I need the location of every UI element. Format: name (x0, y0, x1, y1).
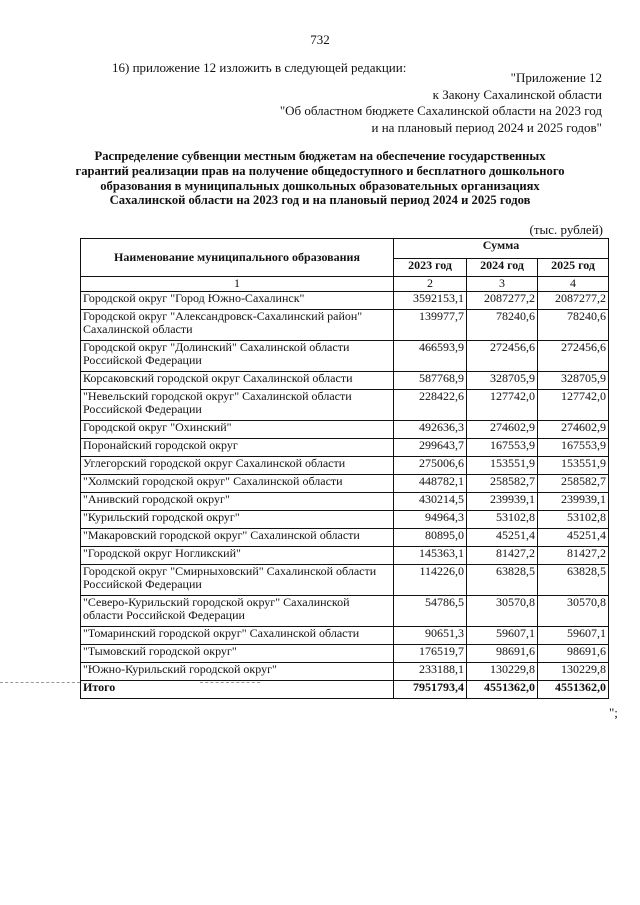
value-2024: 81427,2 (467, 547, 538, 565)
value-2023: 90651,3 (394, 627, 467, 645)
value-2025: 98691,6 (538, 645, 609, 663)
column-index: 1 (81, 277, 394, 292)
value-2023: 299643,7 (394, 439, 467, 457)
municipality-name: Городской округ "Город Южно-Сахалинск" (81, 292, 394, 310)
table-row (81, 645, 609, 663)
scan-artifact-line (0, 682, 80, 683)
value-2024: 59607,1 (467, 627, 538, 645)
value-2023: 587768,9 (394, 372, 467, 390)
value-2024: 258582,7 (467, 475, 538, 493)
value-2025: 2087277,2 (538, 292, 609, 310)
value-2024: 130229,8 (467, 663, 538, 681)
value-2025: 30570,8 (538, 596, 609, 627)
total-2023: 7951793,4 (394, 681, 467, 699)
value-2025: 272456,6 (538, 341, 609, 372)
table-row (81, 663, 609, 681)
municipality-name: Поронайский городской округ (81, 439, 394, 457)
column-index: 3 (467, 277, 538, 292)
title-line: образования в муниципальных дошкольных образовательных организациях (100, 178, 540, 193)
closing-quote: "; (609, 705, 618, 720)
value-2023: 228422,6 (394, 390, 467, 421)
municipality-name: "Городской округ Ногликский" (81, 547, 394, 565)
value-2023: 139977,7 (394, 310, 467, 341)
appendix-line: и на плановый период 2024 и 2025 годов" (371, 119, 602, 135)
value-2024: 239939,1 (467, 493, 538, 511)
municipality-name: Городской округ "Смирныховский" Сахалинской области Российской Федерации (81, 565, 394, 596)
subsidy-table (80, 238, 609, 699)
table-row (81, 596, 609, 627)
municipality-name: "Невельский городской округ" Сахалинской области Российской Федерации (81, 390, 394, 421)
total-2025: 4551362,0 (538, 681, 609, 699)
value-2025: 59607,1 (538, 627, 609, 645)
table-row (81, 457, 609, 475)
title-line: Сахалинской области на 2023 год и на плановый период 2024 и 2025 годов (109, 193, 531, 208)
header-year: 2024 год (467, 259, 538, 277)
municipality-name: "Южно-Курильский городской округ" (81, 663, 394, 681)
value-2024: 272456,6 (467, 341, 538, 372)
appendix-line: "Об областном бюджете Сахалинской области на 2023 год (279, 103, 602, 118)
table-row (81, 565, 609, 596)
municipality-name: "Холмский городской округ" Сахалинской области (81, 475, 394, 493)
municipality-name: Городской округ "Долинский" Сахалинской области Российской Федерации (81, 341, 394, 372)
value-2023: 466593,9 (394, 341, 467, 372)
header-name: Наименование муниципального образования (81, 239, 394, 277)
value-2025: 274602,9 (538, 421, 609, 439)
municipality-name: "Томаринский городской округ" Сахалинской области (81, 627, 394, 645)
appendix-reference (280, 70, 602, 136)
appendix-line: к Закону Сахалинской области (432, 86, 602, 102)
value-2025: 53102,8 (538, 511, 609, 529)
value-2025: 258582,7 (538, 475, 609, 493)
unit-label: (тыс. рублей) (529, 222, 603, 237)
value-2023: 430214,5 (394, 493, 467, 511)
header-year: 2023 год (394, 259, 467, 277)
value-2025: 81427,2 (538, 547, 609, 565)
value-2023: 54786,5 (394, 596, 467, 627)
table-row (81, 439, 609, 457)
value-2023: 492636,3 (394, 421, 467, 439)
header-sum: Сумма (394, 239, 609, 259)
value-2025: 78240,6 (538, 310, 609, 341)
appendix-line: "Приложение 12 (510, 70, 602, 85)
title-line: Распределение субвенции местным бюджетам на обеспечение государственных (94, 149, 546, 163)
value-2023: 233188,1 (394, 663, 467, 681)
value-2024: 53102,8 (467, 511, 538, 529)
municipality-name: Городской округ "Александровск-Сахалинский район" Сахалинской области (81, 310, 394, 341)
intro-text: 16) приложение 12 изложить в следующей редакции: (112, 60, 407, 75)
value-2024: 45251,4 (467, 529, 538, 547)
column-index: 4 (538, 277, 609, 292)
value-2023: 114226,0 (394, 565, 467, 596)
value-2024: 274602,9 (467, 421, 538, 439)
value-2025: 167553,9 (538, 439, 609, 457)
value-2025: 239939,1 (538, 493, 609, 511)
municipality-name: "Курильский городской округ" (81, 511, 394, 529)
column-index: 2 (394, 277, 467, 292)
page-number: 732 (310, 32, 330, 47)
municipality-name: "Анивский городской округ" (81, 493, 394, 511)
document-title (70, 149, 570, 208)
value-2023: 94964,3 (394, 511, 467, 529)
table-row (81, 310, 609, 341)
value-2024: 153551,9 (467, 457, 538, 475)
table-row (81, 372, 609, 390)
value-2023: 275006,6 (394, 457, 467, 475)
table-row (81, 390, 609, 421)
table-row (81, 475, 609, 493)
value-2024: 78240,6 (467, 310, 538, 341)
value-2023: 176519,7 (394, 645, 467, 663)
municipality-name: "Тымовский городской округ" (81, 645, 394, 663)
value-2023: 448782,1 (394, 475, 467, 493)
total-label: Итого (81, 681, 394, 699)
value-2025: 63828,5 (538, 565, 609, 596)
value-2025: 130229,8 (538, 663, 609, 681)
value-2023: 80895,0 (394, 529, 467, 547)
table-row (81, 547, 609, 565)
municipality-name: Углегорский городской округ Сахалинской области (81, 457, 394, 475)
value-2024: 127742,0 (467, 390, 538, 421)
value-2025: 45251,4 (538, 529, 609, 547)
table-row (81, 341, 609, 372)
table-row (81, 627, 609, 645)
header-year: 2025 год (538, 259, 609, 277)
value-2025: 127742,0 (538, 390, 609, 421)
total-row (81, 681, 609, 699)
value-2024: 328705,9 (467, 372, 538, 390)
municipality-name: "Макаровский городской округ" Сахалинской области (81, 529, 394, 547)
value-2024: 167553,9 (467, 439, 538, 457)
value-2023: 145363,1 (394, 547, 467, 565)
table-row (81, 493, 609, 511)
table-row (81, 421, 609, 439)
value-2024: 2087277,2 (467, 292, 538, 310)
value-2025: 328705,9 (538, 372, 609, 390)
value-2025: 153551,9 (538, 457, 609, 475)
table-row (81, 529, 609, 547)
value-2024: 98691,6 (467, 645, 538, 663)
municipality-name: Корсаковский городской округ Сахалинской области (81, 372, 394, 390)
table-row (81, 292, 609, 310)
table-row (81, 511, 609, 529)
total-2024: 4551362,0 (467, 681, 538, 699)
value-2023: 3592153,1 (394, 292, 467, 310)
title-line: гарантий реализации прав на получение общедоступного и бесплатного дошкольного (75, 163, 565, 178)
value-2024: 30570,8 (467, 596, 538, 627)
municipality-name: Городской округ "Охинский" (81, 421, 394, 439)
municipality-name: "Северо-Курильский городской округ" Сахалинской области Российской Федерации (81, 596, 394, 627)
value-2024: 63828,5 (467, 565, 538, 596)
